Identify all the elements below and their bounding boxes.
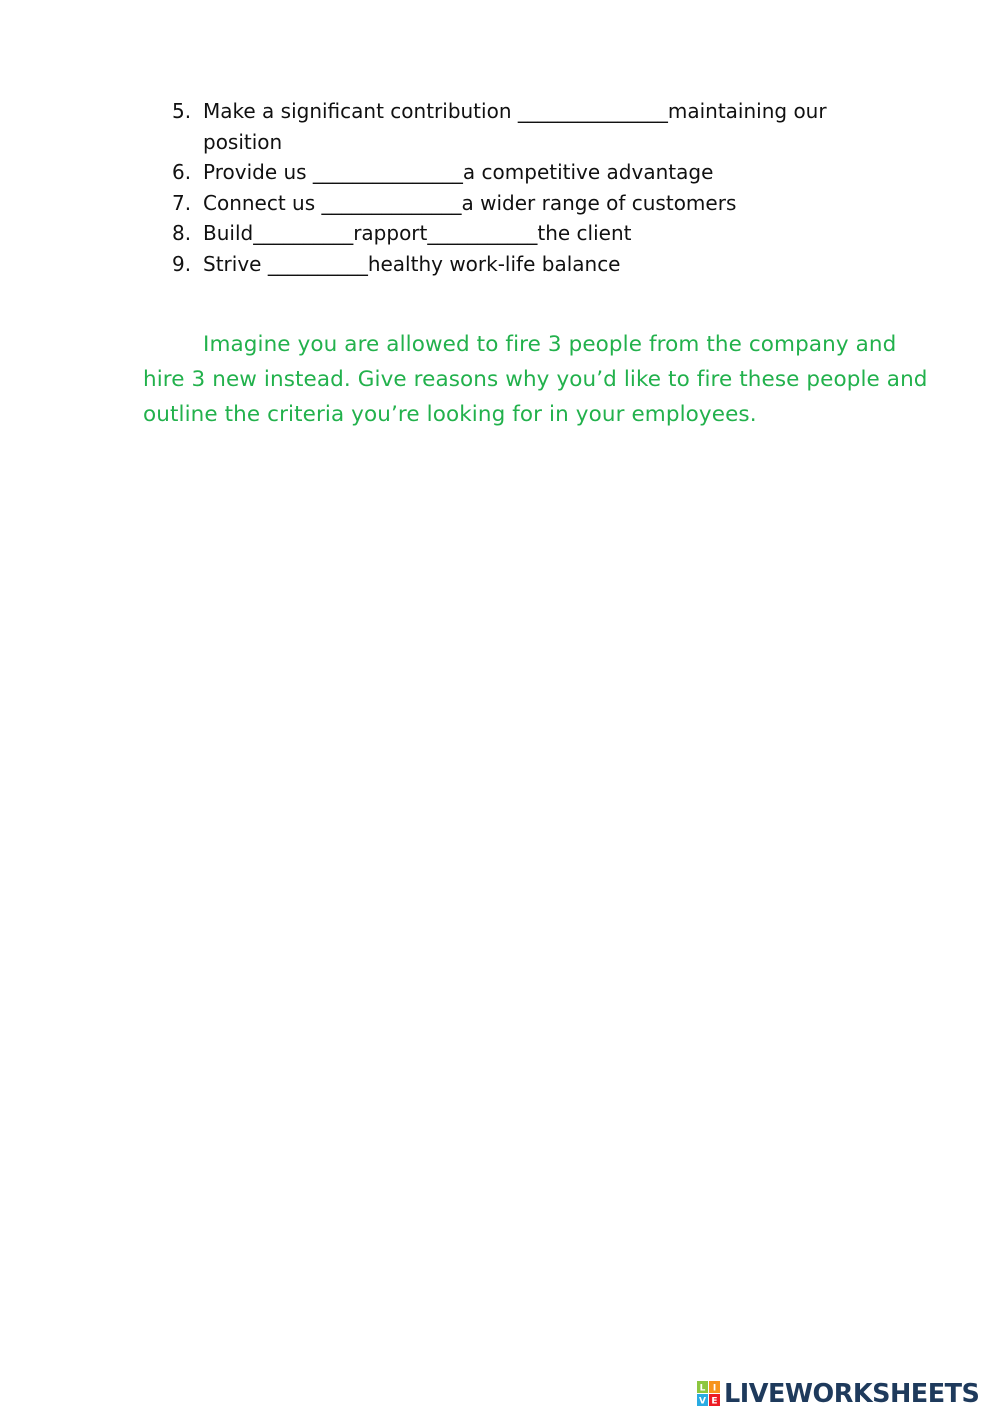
item-text: Connect us ______________a wider range of customers bbox=[203, 190, 737, 215]
item-text: Strive __________healthy work-life balance bbox=[203, 251, 621, 276]
item-text: Make a significant contribution _______________maintaining our position bbox=[203, 99, 827, 154]
svg-text:V: V bbox=[699, 1396, 706, 1407]
svg-text:L: L bbox=[699, 1383, 706, 1394]
task-prompt: Imagine you are allowed to fire 3 people from the company and hire 3 new instead. Give reasons why you’d like to fire these people and outline the criteria you’re looking for in your employees. bbox=[143, 332, 928, 427]
item-number: 5. bbox=[172, 99, 192, 123]
logo-text: LIVEWORKSHEETS bbox=[724, 1379, 980, 1409]
item-number: 8. bbox=[172, 221, 192, 245]
exercise-item bbox=[172, 157, 892, 188]
liveworksheets-logo-icon bbox=[697, 1381, 721, 1407]
liveworksheets-logo bbox=[697, 1378, 979, 1410]
exercise-item bbox=[172, 96, 892, 157]
item-number: 9. bbox=[172, 251, 192, 276]
svg-text:E: E bbox=[711, 1396, 718, 1407]
exercise-list bbox=[172, 96, 892, 279]
item-text: Provide us _______________a competitive advantage bbox=[203, 160, 714, 184]
svg-text:I: I bbox=[712, 1383, 717, 1394]
exercise-item bbox=[172, 218, 892, 249]
exercise-item bbox=[172, 249, 892, 280]
item-text: Build__________rapport___________the client bbox=[203, 221, 632, 245]
exercise-item bbox=[172, 188, 892, 219]
item-number: 6. bbox=[172, 160, 192, 184]
item-number: 7. bbox=[172, 190, 192, 215]
